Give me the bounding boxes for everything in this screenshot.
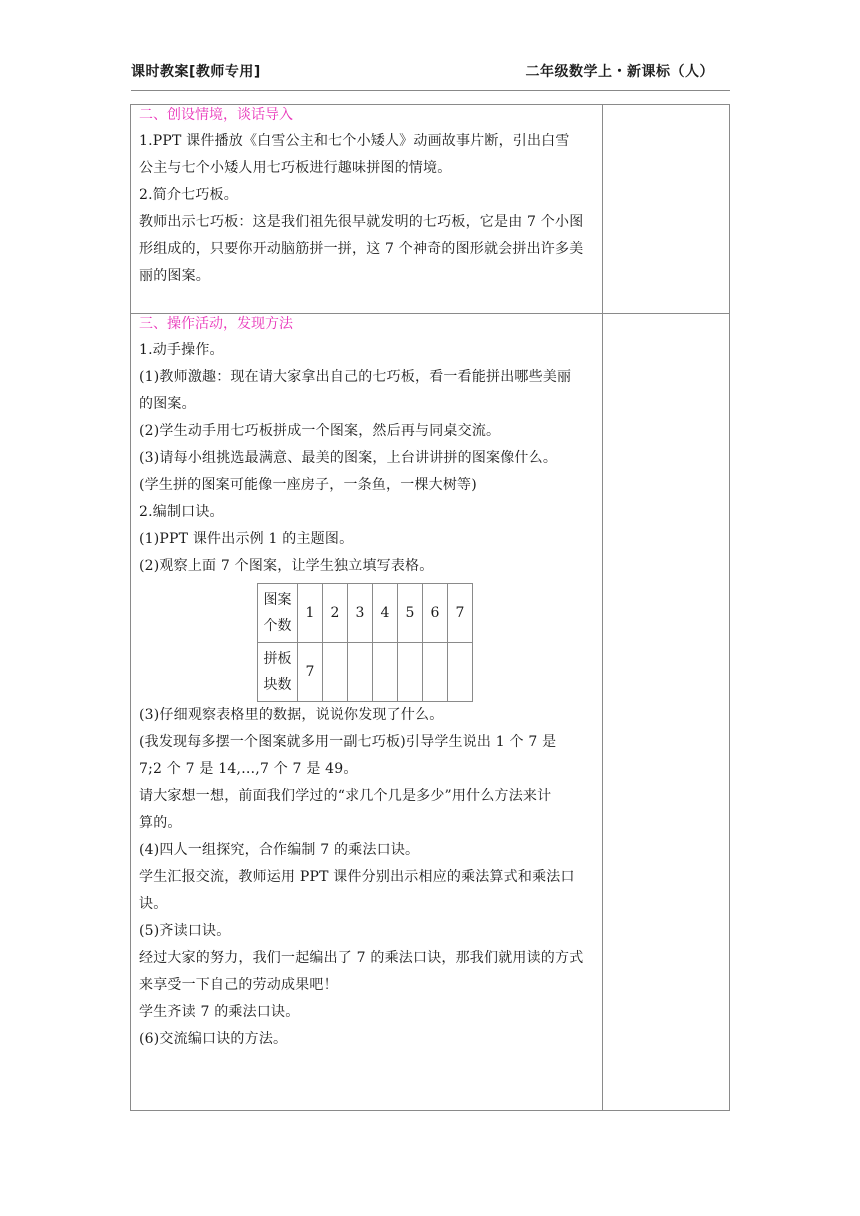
table-cell (323, 643, 348, 702)
table-cell: 6 (423, 584, 448, 643)
text-line: (我发现每多摆一个图案就多用一副七巧板)引导学生说出 1 个 7 是 (139, 734, 557, 750)
header-right-title: 二年级数学上・新课标（人） (525, 64, 714, 80)
section-3-content (131, 314, 603, 1110)
notes-cell (603, 105, 729, 313)
section-2-content (131, 105, 603, 313)
table-cell (373, 643, 398, 702)
section-2-title: 二、创设情境，谈话导入 (139, 107, 293, 123)
text-line: 请大家想一想，前面我们学过的“求几个几是多少”用什么方法来计 (139, 788, 552, 804)
text-line: 经过大家的努力，我们一起编出了 7 的乘法口诀，那我们就用读的方式 (139, 950, 584, 966)
text-line: 7;2 个 7 是 14,…,7 个 7 是 49。 (139, 761, 358, 777)
text-line: 来享受一下自己的劳动成果吧！ (139, 977, 338, 993)
table-row (258, 584, 473, 643)
text-line: (6)交流编口诀的方法。 (139, 1031, 288, 1047)
section-3-title: 三、操作活动，发现方法 (139, 316, 293, 332)
header-left-title: 课时教案[教师专用] (131, 64, 261, 80)
table-cell: 1 (298, 584, 323, 643)
lesson-table (130, 104, 730, 1111)
table-row (258, 643, 473, 702)
section-row-2 (131, 105, 729, 314)
text-line: (2)学生动手用七巧板拼成一个图案，然后再与同桌交流。 (139, 423, 501, 439)
text-line: 形组成的，只要你开动脑筋拼一拼，这 7 个神奇的图形就会拼出许多美 (139, 241, 584, 257)
row-header-line: 块数 (263, 677, 292, 693)
text-line: (4)四人一组探究，合作编制 7 的乘法口诀。 (139, 842, 420, 858)
notes-cell (603, 314, 729, 1110)
text-line: 的图案。 (139, 396, 196, 412)
row-header-line: 拼板 (263, 651, 292, 667)
row-header-pattern-count (258, 584, 298, 643)
text-line: 2.编制口诀。 (139, 504, 224, 520)
text-line: (1)PPT 课件出示例 1 的主题图。 (139, 531, 354, 547)
table-cell (348, 643, 373, 702)
header-rule (131, 90, 730, 91)
text-line: 学生齐读 7 的乘法口诀。 (139, 1004, 300, 1020)
text-line: 教师出示七巧板：这是我们祖先很早就发明的七巧板，它是由 7 个小图 (139, 214, 584, 230)
text-line: 1.动手操作。 (139, 342, 224, 358)
table-cell (448, 643, 473, 702)
text-line: (5)齐读口诀。 (139, 923, 231, 939)
text-line: 丽的图案。 (139, 268, 210, 284)
text-line: 公主与七个小矮人用七巧板进行趣味拼图的情境。 (139, 160, 452, 176)
text-line: 学生汇报交流，教师运用 PPT 课件分别出示相应的乘法算式和乘法口 (139, 869, 575, 885)
text-line: 诀。 (139, 896, 168, 912)
text-line: 1.PPT 课件播放《白雪公主和七个小矮人》动画故事片断，引出白雪 (139, 133, 570, 149)
table-cell (398, 643, 423, 702)
pattern-count-table (257, 583, 473, 702)
text-line: (1)教师激趣：现在请大家拿出自己的七巧板，看一看能拼出哪些美丽 (139, 369, 572, 385)
table-cell: 5 (398, 584, 423, 643)
text-line: (2)观察上面 7 个图案，让学生独立填写表格。 (139, 558, 434, 574)
text-line: (3)请每小组挑选最满意、最美的图案，上台讲讲拼的图案像什么。 (139, 450, 558, 466)
section-row-3 (131, 314, 729, 1110)
text-line: 算的。 (139, 815, 182, 831)
table-cell: 7 (448, 584, 473, 643)
text-line: (3)仔细观察表格里的数据，说说你发现了什么。 (139, 707, 444, 723)
row-header-piece-count (258, 643, 298, 702)
table-cell: 4 (373, 584, 398, 643)
row-header-line: 个数 (263, 618, 292, 634)
table-cell: 7 (298, 643, 323, 702)
table-cell: 2 (323, 584, 348, 643)
text-line: (学生拼的图案可能像一座房子，一条鱼，一棵大树等) (139, 477, 477, 493)
text-line: 2.简介七巧板。 (139, 187, 238, 203)
table-cell (423, 643, 448, 702)
table-cell: 3 (348, 584, 373, 643)
row-header-line: 图案 (263, 592, 292, 608)
